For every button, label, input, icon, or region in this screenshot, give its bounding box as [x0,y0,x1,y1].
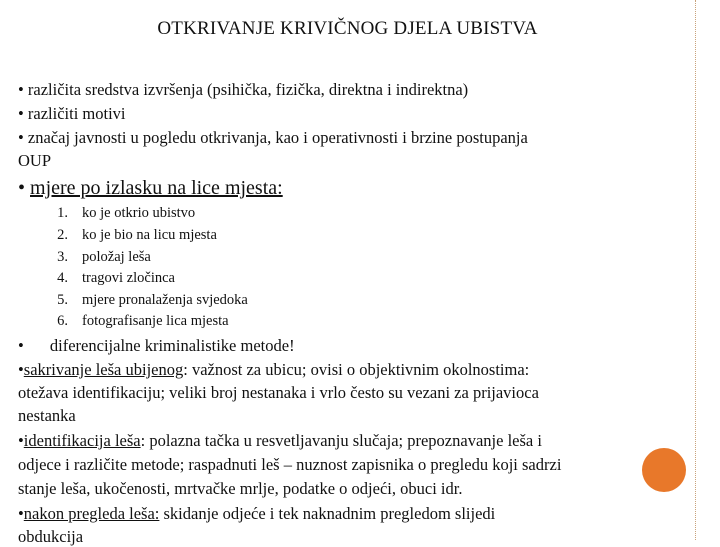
item-number: 3. [57,249,68,265]
identification-line-2: odjece i različite metode; raspadnuti leš – nuznost zapisnika o pregledu koji sadrzi [18,455,562,474]
item-number: 6. [57,313,68,329]
bullet: • [18,504,24,523]
item-number: 5. [57,292,68,308]
bullet: • [18,177,26,199]
item-number: 4. [57,270,68,286]
item-number: 1. [57,205,68,221]
after-line-1 [18,504,495,524]
identification-line-3: stanje leša, ukočenosti, mrtvačke mrlje, podatke o odjeći, obuci idr. [18,479,463,498]
slide-frame-right [695,0,696,540]
hiding-rest: : važnost za ubicu; ovisi o objektivnim okolnostima: [183,360,530,379]
methods-text: diferencijalne kriminalistike metode! [49,336,295,355]
methods-line [18,336,295,356]
bullet: • [18,80,24,99]
measures-heading-text: mjere po izlasku na lice mjesta: [30,177,283,199]
item-text: mjere pronalaženja svjedoka [82,292,248,308]
intro-continuation: OUP [18,151,52,170]
intro-text-1: različita sredstva izvršenja (psihička, fizička, direktna i indirektna) [27,80,469,99]
identification-rest: : polazna tačka u resvetljavanju slučaja; prepoznavanje leša i [140,431,542,450]
bullet: • [18,431,24,450]
item-text: tragovi zločinca [82,270,175,286]
intro-bullet-1 [18,80,468,100]
decorative-circle [642,448,686,492]
item-text: fotografisanje lica mjesta [82,313,229,329]
intro-bullet-3 [18,128,528,148]
intro-bullet-2 [18,104,126,124]
identification-term: identifikacija leša [23,431,141,450]
item-number: 2. [57,227,68,243]
item-text: položaj leša [82,249,151,265]
hiding-term: sakrivanje leša ubijenog [23,360,184,379]
after-line-2: obdukcija [18,527,84,546]
bullet: • [18,336,24,355]
item-text: ko je bio na licu mjesta [82,227,217,243]
intro-text-2: različiti motivi [27,104,126,123]
hiding-line-3: nestanka [18,406,76,425]
item-text: ko je otkrio ubistvo [82,205,196,221]
bullet: • [18,104,24,123]
bullet: • [18,360,24,379]
after-rest: skidanje odjeće i tek naknadnim pregledom slijedi [159,504,496,523]
intro-text-3: značaj javnosti u pogledu otkrivanja, kao i operativnosti i brzine postupanja [27,128,528,147]
hiding-line-2: otežava identifikaciju; veliki broj nestanaka i vrlo često su vezani za prijavioca [18,383,539,402]
hiding-line-1 [18,360,529,380]
bullet: • [18,128,24,147]
measures-heading [18,177,283,200]
identification-line-1 [18,431,542,451]
slide-title: OTKRIVANJE KRIVIČNOG DJELA UBISTVA [157,18,538,39]
after-term: nakon pregleda leša: [23,504,160,523]
